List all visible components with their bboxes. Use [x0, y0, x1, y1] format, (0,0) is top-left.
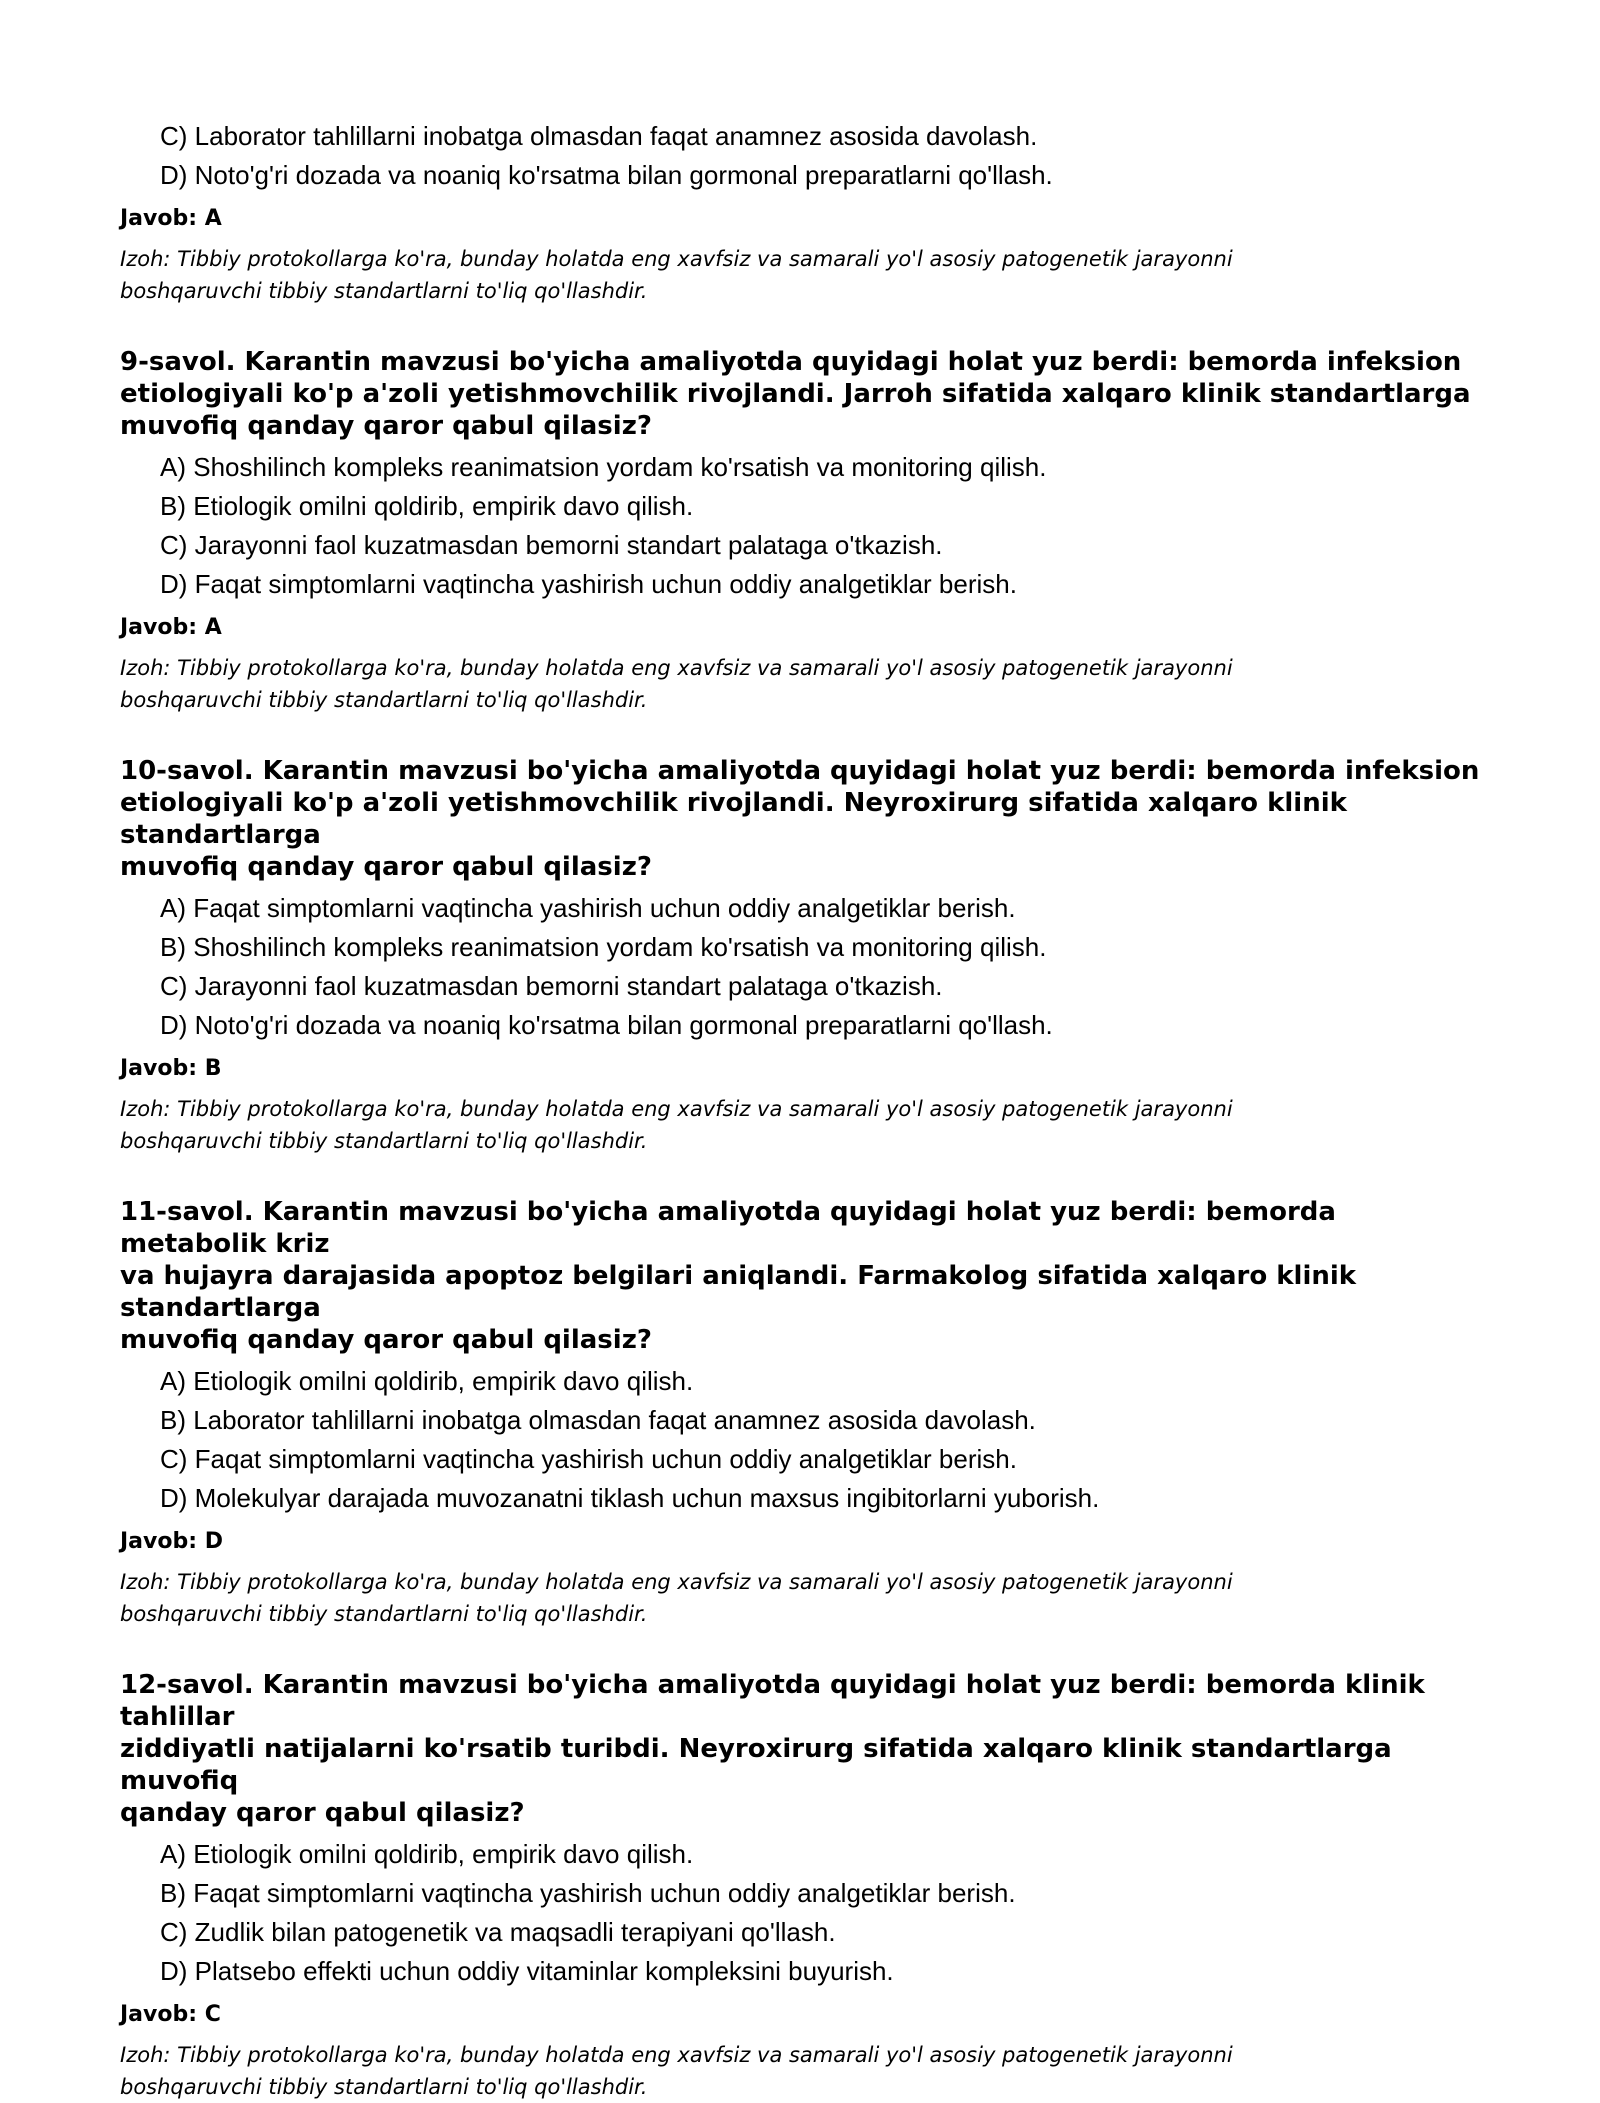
explanation-line: Izoh: Tibbiy protokollarga ko'ra, bunday holatda eng xavfsiz va samarali yo'l asosiy patogenetik jarayonni: [120, 247, 1233, 271]
answer-label: Javob: A: [120, 615, 222, 640]
option-d: D) Platsebo effekti uchun oddiy vitaminlar kompleksini buyurish.: [160, 1956, 894, 1986]
question-line: 9-savol. Karantin mavzusi bo'yicha amaliyotda quyidagi holat yuz berdi: bemorda infeksion: [120, 347, 1462, 377]
question-line: muvofiq qanday qaror qabul qilasiz?: [120, 411, 652, 441]
option-c: C) Laborator tahlillarni inobatga olmasdan faqat anamnez asosida davolash.: [160, 121, 1038, 151]
explanation-line: Izoh: Tibbiy protokollarga ko'ra, bunday holatda eng xavfsiz va samarali yo'l asosiy patogenetik jarayonni: [120, 1097, 1233, 1121]
option-a: A) Faqat simptomlarni vaqtincha yashirish uchun oddiy analgetiklar berish.: [160, 893, 1016, 923]
option-d: D) Molekulyar darajada muvozanatni tiklash uchun maxsus ingibitorlarni yuborish.: [160, 1483, 1100, 1513]
question-line: etiologiyali ko'p a'zoli yetishmovchilik rivojlandi. Jarroh sifatida xalqaro klinik standartlarga: [120, 379, 1471, 409]
explanation-line: boshqaruvchi tibbiy standartlarni to'liq qo'llashdir.: [120, 2075, 648, 2099]
question-line: 10-savol. Karantin mavzusi bo'yicha amaliyotda quyidagi holat yuz berdi: bemorda infeksion: [120, 756, 1480, 786]
explanation-note: [120, 1093, 1490, 1157]
question-line: qanday qaror qabul qilasiz?: [120, 1798, 525, 1828]
question-12: [120, 1669, 1490, 2103]
option-b: B) Laborator tahlillarni inobatga olmasdan faqat anamnez asosida davolash.: [160, 1405, 1036, 1435]
explanation-line: boshqaruvchi tibbiy standartlarni to'liq qo'llashdir.: [120, 688, 648, 712]
question-10: [120, 755, 1490, 1157]
question-line: ziddiyatli natijalarni ko'rsatib turibdi. Neyroxirurg sifatida xalqaro klinik standartlarga muvofiq: [120, 1734, 1392, 1796]
question-line: 11-savol. Karantin mavzusi bo'yicha amaliyotda quyidagi holat yuz berdi: bemorda metabolik kriz: [120, 1197, 1336, 1259]
option-d: D) Noto'g'ri dozada va noaniq ko'rsatma bilan gormonal preparatlarni qo'llash.: [160, 160, 1053, 190]
question-8-continued: [120, 117, 1490, 307]
option-d: D) Faqat simptomlarni vaqtincha yashirish uchun oddiy analgetiklar berish.: [160, 569, 1017, 599]
option-list: [120, 889, 1490, 1045]
option-d: D) Noto'g'ri dozada va noaniq ko'rsatma bilan gormonal preparatlarni qo'llash.: [160, 1010, 1053, 1040]
explanation-note: [120, 243, 1490, 307]
explanation-line: boshqaruvchi tibbiy standartlarni to'liq qo'llashdir.: [120, 279, 648, 303]
question-line: va hujayra darajasida apoptoz belgilari aniqlandi. Farmakolog sifatida xalqaro klinik standartlarga: [120, 1261, 1357, 1323]
explanation-line: Izoh: Tibbiy protokollarga ko'ra, bunday holatda eng xavfsiz va samarali yo'l asosiy patogenetik jarayonni: [120, 2043, 1233, 2067]
question-text: [120, 755, 1490, 883]
option-b: B) Faqat simptomlarni vaqtincha yashirish uchun oddiy analgetiklar berish.: [160, 1878, 1016, 1908]
question-line: 12-savol. Karantin mavzusi bo'yicha amaliyotda quyidagi holat yuz berdi: bemorda klinik tahlillar: [120, 1670, 1425, 1732]
option-a: A) Etiologik omilni qoldirib, empirik davo qilish.: [160, 1366, 694, 1396]
explanation-line: Izoh: Tibbiy protokollarga ko'ra, bunday holatda eng xavfsiz va samarali yo'l asosiy patogenetik jarayonni: [120, 656, 1233, 680]
question-line: muvofiq qanday qaror qabul qilasiz?: [120, 1325, 652, 1355]
explanation-note: [120, 652, 1490, 716]
option-c: C) Jarayonni faol kuzatmasdan bemorni standart palataga o'tkazish.: [160, 971, 943, 1001]
option-b: B) Etiologik omilni qoldirib, empirik davo qilish.: [160, 491, 694, 521]
option-a: A) Shoshilinch kompleks reanimatsion yordam ko'rsatish va monitoring qilish.: [160, 452, 1047, 482]
option-c: C) Jarayonni faol kuzatmasdan bemorni standart palataga o'tkazish.: [160, 530, 943, 560]
option-list: [120, 448, 1490, 604]
option-b: B) Shoshilinch kompleks reanimatsion yordam ko'rsatish va monitoring qilish.: [160, 932, 1047, 962]
answer-label: Javob: D: [120, 1529, 223, 1554]
option-list: [120, 1835, 1490, 1991]
explanation-note: [120, 2039, 1490, 2103]
explanation-line: Izoh: Tibbiy protokollarga ko'ra, bunday holatda eng xavfsiz va samarali yo'l asosiy patogenetik jarayonni: [120, 1570, 1233, 1594]
question-text: [120, 1669, 1490, 1829]
question-9: [120, 346, 1490, 716]
answer-label: Javob: C: [120, 2002, 221, 2027]
question-line: etiologiyali ko'p a'zoli yetishmovchilik rivojlandi. Neyroxirurg sifatida xalqaro klinik standartlarga: [120, 788, 1347, 850]
explanation-note: [120, 1566, 1490, 1630]
question-text: [120, 1196, 1490, 1356]
question-line: muvofiq qanday qaror qabul qilasiz?: [120, 852, 652, 882]
question-11: [120, 1196, 1490, 1630]
option-list: [120, 1362, 1490, 1518]
option-a: A) Etiologik omilni qoldirib, empirik davo qilish.: [160, 1839, 694, 1869]
explanation-line: boshqaruvchi tibbiy standartlarni to'liq qo'llashdir.: [120, 1129, 648, 1153]
option-c: C) Faqat simptomlarni vaqtincha yashirish uchun oddiy analgetiklar berish.: [160, 1444, 1017, 1474]
option-list: [120, 117, 1490, 195]
explanation-line: boshqaruvchi tibbiy standartlarni to'liq qo'llashdir.: [120, 1602, 648, 1626]
document-page: [120, 117, 1490, 2103]
option-c: C) Zudlik bilan patogenetik va maqsadli terapiyani qo'llash.: [160, 1917, 836, 1947]
question-text: [120, 346, 1490, 442]
answer-label: Javob: B: [120, 1056, 222, 1081]
answer-label: Javob: A: [120, 206, 222, 231]
